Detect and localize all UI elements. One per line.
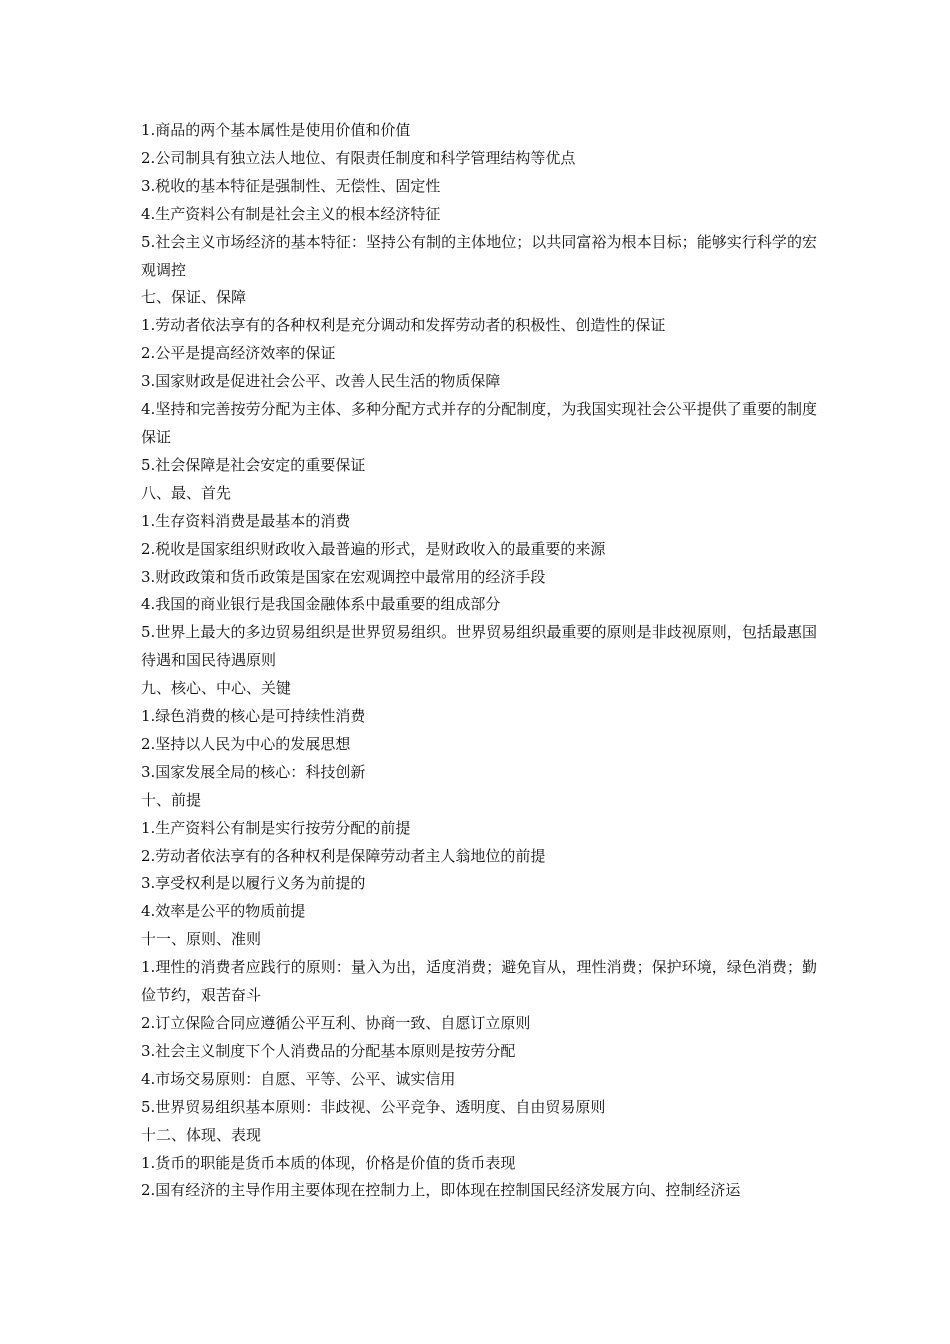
list-item: 2.国有经济的主导作用主要体现在控制力上，即体现在控制国民经济发展方向、控制经济运	[141, 1181, 741, 1200]
list-item: 3.税收的基本特征是强制性、无偿性、固定性	[141, 176, 441, 195]
list-item: 3.国家财政是促进社会公平、改善人民生活的物质保障	[141, 372, 501, 391]
list-item: 3.社会主义制度下个人消费品的分配基本原则是按劳分配	[141, 1041, 516, 1060]
document-body	[141, 117, 817, 1205]
section-heading: 十一、原则、准则	[141, 930, 262, 949]
list-item: 2.公平是提高经济效率的保证	[141, 344, 336, 363]
list-item: 4.我国的商业银行是我国金融体系中最重要的组成部分	[141, 595, 501, 614]
list-item: 1.生产资料公有制是实行按劳分配的前提	[141, 818, 411, 837]
section-heading: 十、前提	[141, 790, 202, 809]
list-item: 1.理性的消费者应践行的原则：量入为出，适度消费；避免盲从，理性消费；保护环境，绿色消费；勤俭节约，艰苦奋斗	[141, 958, 817, 1005]
list-item: 1.劳动者依法享有的各种权利是充分调动和发挥劳动者的积极性、创造性的保证	[141, 316, 666, 335]
section-heading: 七、保证、保障	[141, 288, 247, 307]
list-item: 5.社会主义市场经济的基本特征：坚持公有制的主体地位；以共同富裕为根本目标；能够实行科学的宏观调控	[141, 232, 817, 279]
section-heading: 八、最、首先	[141, 483, 232, 502]
list-item: 2.劳动者依法享有的各种权利是保障劳动者主人翁地位的前提	[141, 846, 546, 865]
list-item: 5.世界贸易组织基本原则：非歧视、公平竞争、透明度、自由贸易原则	[141, 1097, 606, 1116]
section-heading: 九、核心、中心、关键	[141, 679, 292, 698]
list-item: 5.世界上最大的多边贸易组织是世界贸易组织。世界贸易组织最重要的原则是非歧视原则，包括最惠国待遇和国民待遇原则	[141, 623, 817, 670]
list-item: 2.税收是国家组织财政收入最普遍的形式，是财政收入的最重要的来源	[141, 539, 606, 558]
list-item: 1.生存资料消费是最基本的消费	[141, 511, 351, 530]
list-item: 5.社会保障是社会安定的重要保证	[141, 455, 366, 474]
list-item: 2.坚持以人民为中心的发展思想	[141, 734, 351, 753]
list-item: 1.商品的两个基本属性是使用价值和价值	[141, 121, 411, 139]
list-item: 3.财政政策和货币政策是国家在宏观调控中最常用的经济手段	[141, 567, 546, 586]
list-item: 3.享受权利是以履行义务为前提的	[141, 874, 366, 893]
list-item: 2.订立保险合同应遵循公平互利、协商一致、自愿订立原则	[141, 1014, 531, 1032]
list-item: 4.效率是公平的物质前提	[141, 902, 306, 921]
list-item: 1.绿色消费的核心是可持续性消费	[141, 707, 366, 726]
list-item: 1.货币的职能是货币本质的体现，价格是价值的货币表现	[141, 1153, 516, 1172]
list-item: 2.公司制具有独立法人地位、有限责任制度和科学管理结构等优点	[141, 148, 576, 167]
list-item: 3.国家发展全局的核心：科技创新	[141, 762, 366, 781]
list-item: 4.坚持和完善按劳分配为主体、多种分配方式并存的分配制度，为我国实现社会公平提供了重要的制度保证	[141, 400, 817, 446]
list-item: 4.生产资料公有制是社会主义的根本经济特征	[141, 204, 441, 223]
list-item: 4.市场交易原则：自愿、平等、公平、诚实信用	[141, 1069, 456, 1088]
section-heading: 十二、体现、表现	[141, 1125, 262, 1144]
